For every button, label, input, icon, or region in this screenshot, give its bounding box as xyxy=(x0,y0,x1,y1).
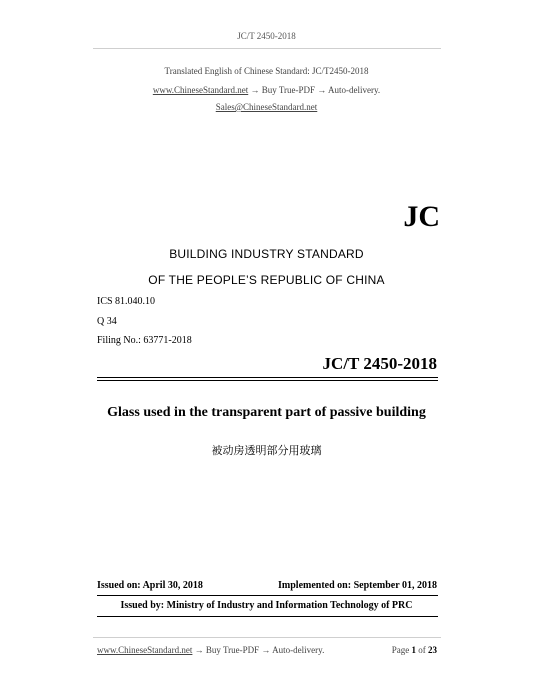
page-label: Page xyxy=(391,645,410,655)
footer-links xyxy=(97,645,324,655)
footer-divider xyxy=(93,637,441,638)
page-indicator xyxy=(360,645,437,655)
authority-divider xyxy=(97,616,438,617)
footer-buy-text: → Buy True-PDF → Auto-delivery. xyxy=(192,645,325,655)
code-divider xyxy=(97,377,438,378)
document-title: Glass used in the transparent part of passive building xyxy=(107,405,426,420)
implemented-date: Implemented on: September 01, 2018 xyxy=(278,580,437,591)
issued-date: Issued on: April 30, 2018 xyxy=(97,580,203,591)
standard-heading-line2: OF THE PEOPLE’S REPUBLIC OF CHINA xyxy=(148,273,385,287)
site-link[interactable]: www.ChineseStandard.net xyxy=(152,85,249,95)
buy-text: → Buy True-PDF → Auto-delivery. xyxy=(248,85,381,95)
page-total: 23 xyxy=(428,645,437,655)
ics-code: ICS 81.040.10 xyxy=(97,296,156,307)
filing-number: Filing No.: 63771-2018 xyxy=(97,335,192,346)
standard-code: JC/T 2450-2018 xyxy=(322,354,437,373)
header-divider xyxy=(93,48,441,49)
page-of: of xyxy=(418,645,426,655)
banner-links xyxy=(0,85,533,95)
standard-heading-line1: BUILDING INDUSTRY STANDARD xyxy=(169,247,364,261)
sales-line xyxy=(0,102,533,112)
dates-divider xyxy=(97,595,438,596)
running-header: JC/T 2450-2018 xyxy=(237,31,296,41)
footer-site-link[interactable]: www.ChineseStandard.net xyxy=(97,645,193,655)
q-code: Q 34 xyxy=(97,316,117,327)
code-divider-second xyxy=(97,380,438,381)
page-current: 1 xyxy=(411,645,416,655)
translation-note: Translated English of Chinese Standard: JC/T2450-2018 xyxy=(164,66,369,76)
jc-logo: JC xyxy=(403,200,440,233)
sales-email-link[interactable]: Sales@ChineseStandard.net xyxy=(215,102,318,112)
document-title-chinese: 被动房透明部分用玻璃 xyxy=(211,444,322,457)
issuing-authority: Issued by: Ministry of Industry and Information Technology of PRC xyxy=(120,600,413,611)
